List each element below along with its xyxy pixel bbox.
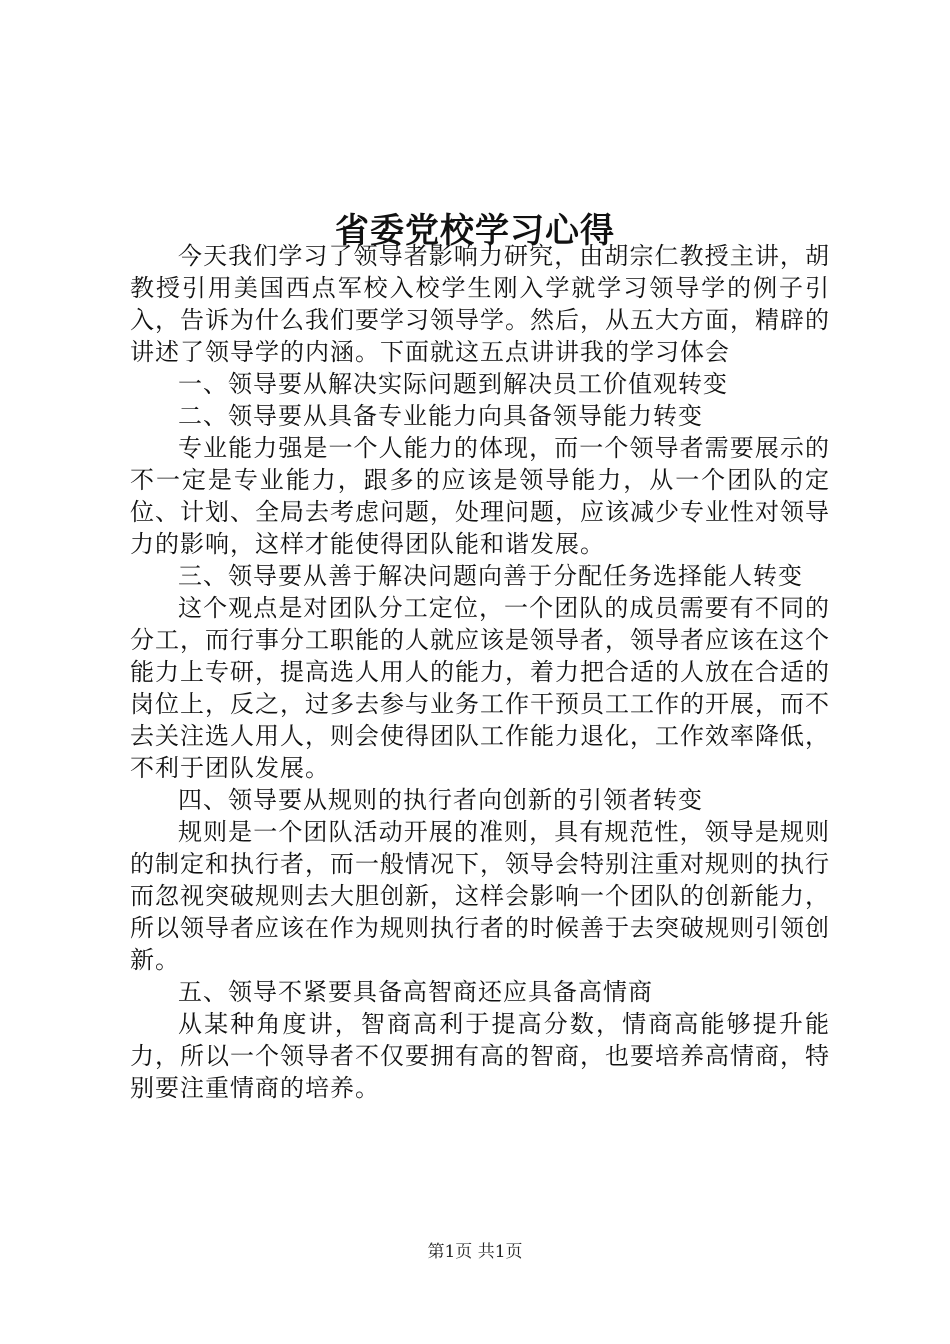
document-body [130,240,830,1104]
section-heading-4: 四、领导要从规则的执行者向创新的引领者转变 [178,786,703,814]
paragraph-intro: 今天我们学习了领导者影响力研究，由胡宗仁教授主讲，胡教授引用美国西点军校入校学生刚入学就学习领导学的例子引入，告诉为什么我们要学习领导学。然后，从五大方面，精辟的讲述了领导学的内涵。下面就这五点讲讲我的学习体会 [130,242,830,366]
section-heading-5: 五、领导不紧要具备高智商还应具备高情商 [178,978,653,1006]
section-heading-2: 二、领导要从具备专业能力向具备领导能力转变 [178,402,703,430]
page-footer: 第1页 共1页 [427,1242,523,1262]
paragraph-section-5: 从某种角度讲，智商高利于提高分数，情商高能够提升能力，所以一个领导者不仅要拥有高的智商，也要培养高情商，特别要注重情商的培养。 [130,1010,830,1102]
document-title: 省委党校学习心得 [335,210,615,251]
paragraph-section-2: 专业能力强是一个人能力的体现，而一个领导者需要展示的不一定是专业能力，跟多的应该是领导能力，从一个团队的定位、计划、全局去考虑问题，处理问题，应该减少专业性对领导力的影响，这样才能使得团队能和谐发展。 [130,434,830,558]
paragraph-section-4: 规则是一个团队活动开展的准则，具有规范性，领导是规则的制定和执行者，而一般情况下，领导会特别注重对规则的执行而忽视突破规则去大胆创新，这样会影响一个团队的创新能力，所以领导者应该在作为规则执行者的时候善于去突破规则引领创新。 [130,818,830,974]
section-heading-3: 三、领导要从善于解决问题向善于分配任务选择能人转变 [178,562,803,590]
section-heading-1: 一、领导要从解决实际问题到解决员工价值观转变 [178,370,728,398]
paragraph-section-3: 这个观点是对团队分工定位，一个团队的成员需要有不同的分工，而行事分工职能的人就应该是领导者，领导者应该在这个能力上专研，提高选人用人的能力，着力把合适的人放在合适的岗位上，反之，过多去参与业务工作干预员工工作的开展，而不去关注选人用人，则会使得团队工作能力退化，工作效率降低，不利于团队发展。 [130,594,830,782]
